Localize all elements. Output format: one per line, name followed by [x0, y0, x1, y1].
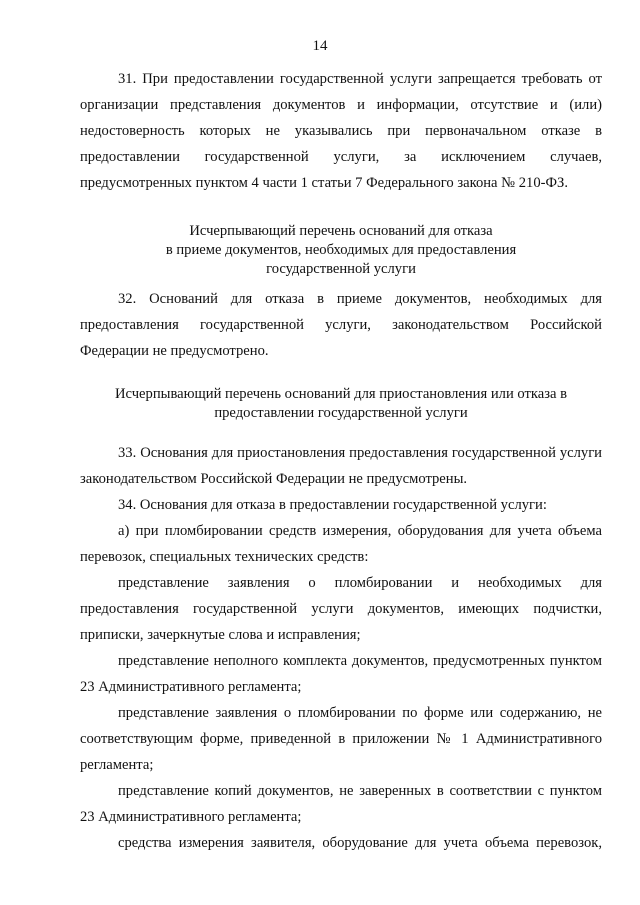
heading-line: в приеме документов, необходимых для предоставления	[165, 242, 517, 258]
heading-line: государственной услуги	[266, 261, 416, 277]
list-item: средства измерения заявителя, оборудование для учета объема перевозок,	[118, 835, 602, 851]
heading-line: Исчерпывающий перечень оснований для отказа	[189, 223, 493, 239]
section-paragraph-31-block	[80, 66, 602, 196]
paragraph-31: 31. При предоставлении государственной услуги запрещается требовать от организации представления документов и информации, отсутствие и (или) недостоверность которых не указывались при первоначальном отказе в предоставлении государственной услуги, за исключением случаев, предусмотренных пунктом 4 части 1 статьи 7 Федерального закона № 210-ФЗ.	[80, 71, 602, 191]
section-paragraphs-33-34-block	[80, 440, 602, 856]
list-item: представление заявления о пломбировании и необходимых для предоставления государственной услуги документов, имеющих подчистки, приписки, зачеркнутые слова и исправления;	[80, 575, 602, 643]
section-paragraph-32-block	[80, 286, 602, 364]
paragraph-33: 33. Основания для приостановления предоставления государственной услуги законодательством Российской Федерации не предусмотрены.	[80, 445, 602, 487]
paragraph-32: 32. Оснований для отказа в приеме документов, необходимых для предоставления государственной услуги, законодательством Российской Федерации не предусмотрено.	[80, 291, 602, 359]
page-number: 14	[312, 38, 328, 54]
section-heading-suspension-refusal	[80, 385, 602, 423]
heading-line: Исчерпывающий перечень оснований для приостановления или отказа в	[114, 386, 568, 402]
paragraph-34a: а) при пломбировании средств измерения, оборудования для учета объема перевозок, специальных технических средств:	[80, 523, 602, 565]
heading-line: предоставлении государственной услуги	[214, 405, 468, 421]
list-item: представление копий документов, не заверенных в соответствии с пунктом 23 Административного регламента;	[80, 783, 602, 825]
paragraph-34: 34. Основания для отказа в предоставлении государственной услуги:	[118, 497, 547, 513]
list-item: представление неполного комплекта документов, предусмотренных пунктом 23 Административного регламента;	[80, 653, 602, 695]
section-heading-reception-refusal	[80, 222, 602, 279]
list-item: представление заявления о пломбировании по форме или содержанию, не соответствующим форме, приведенной в приложении № 1 Административного регламента;	[80, 705, 602, 773]
